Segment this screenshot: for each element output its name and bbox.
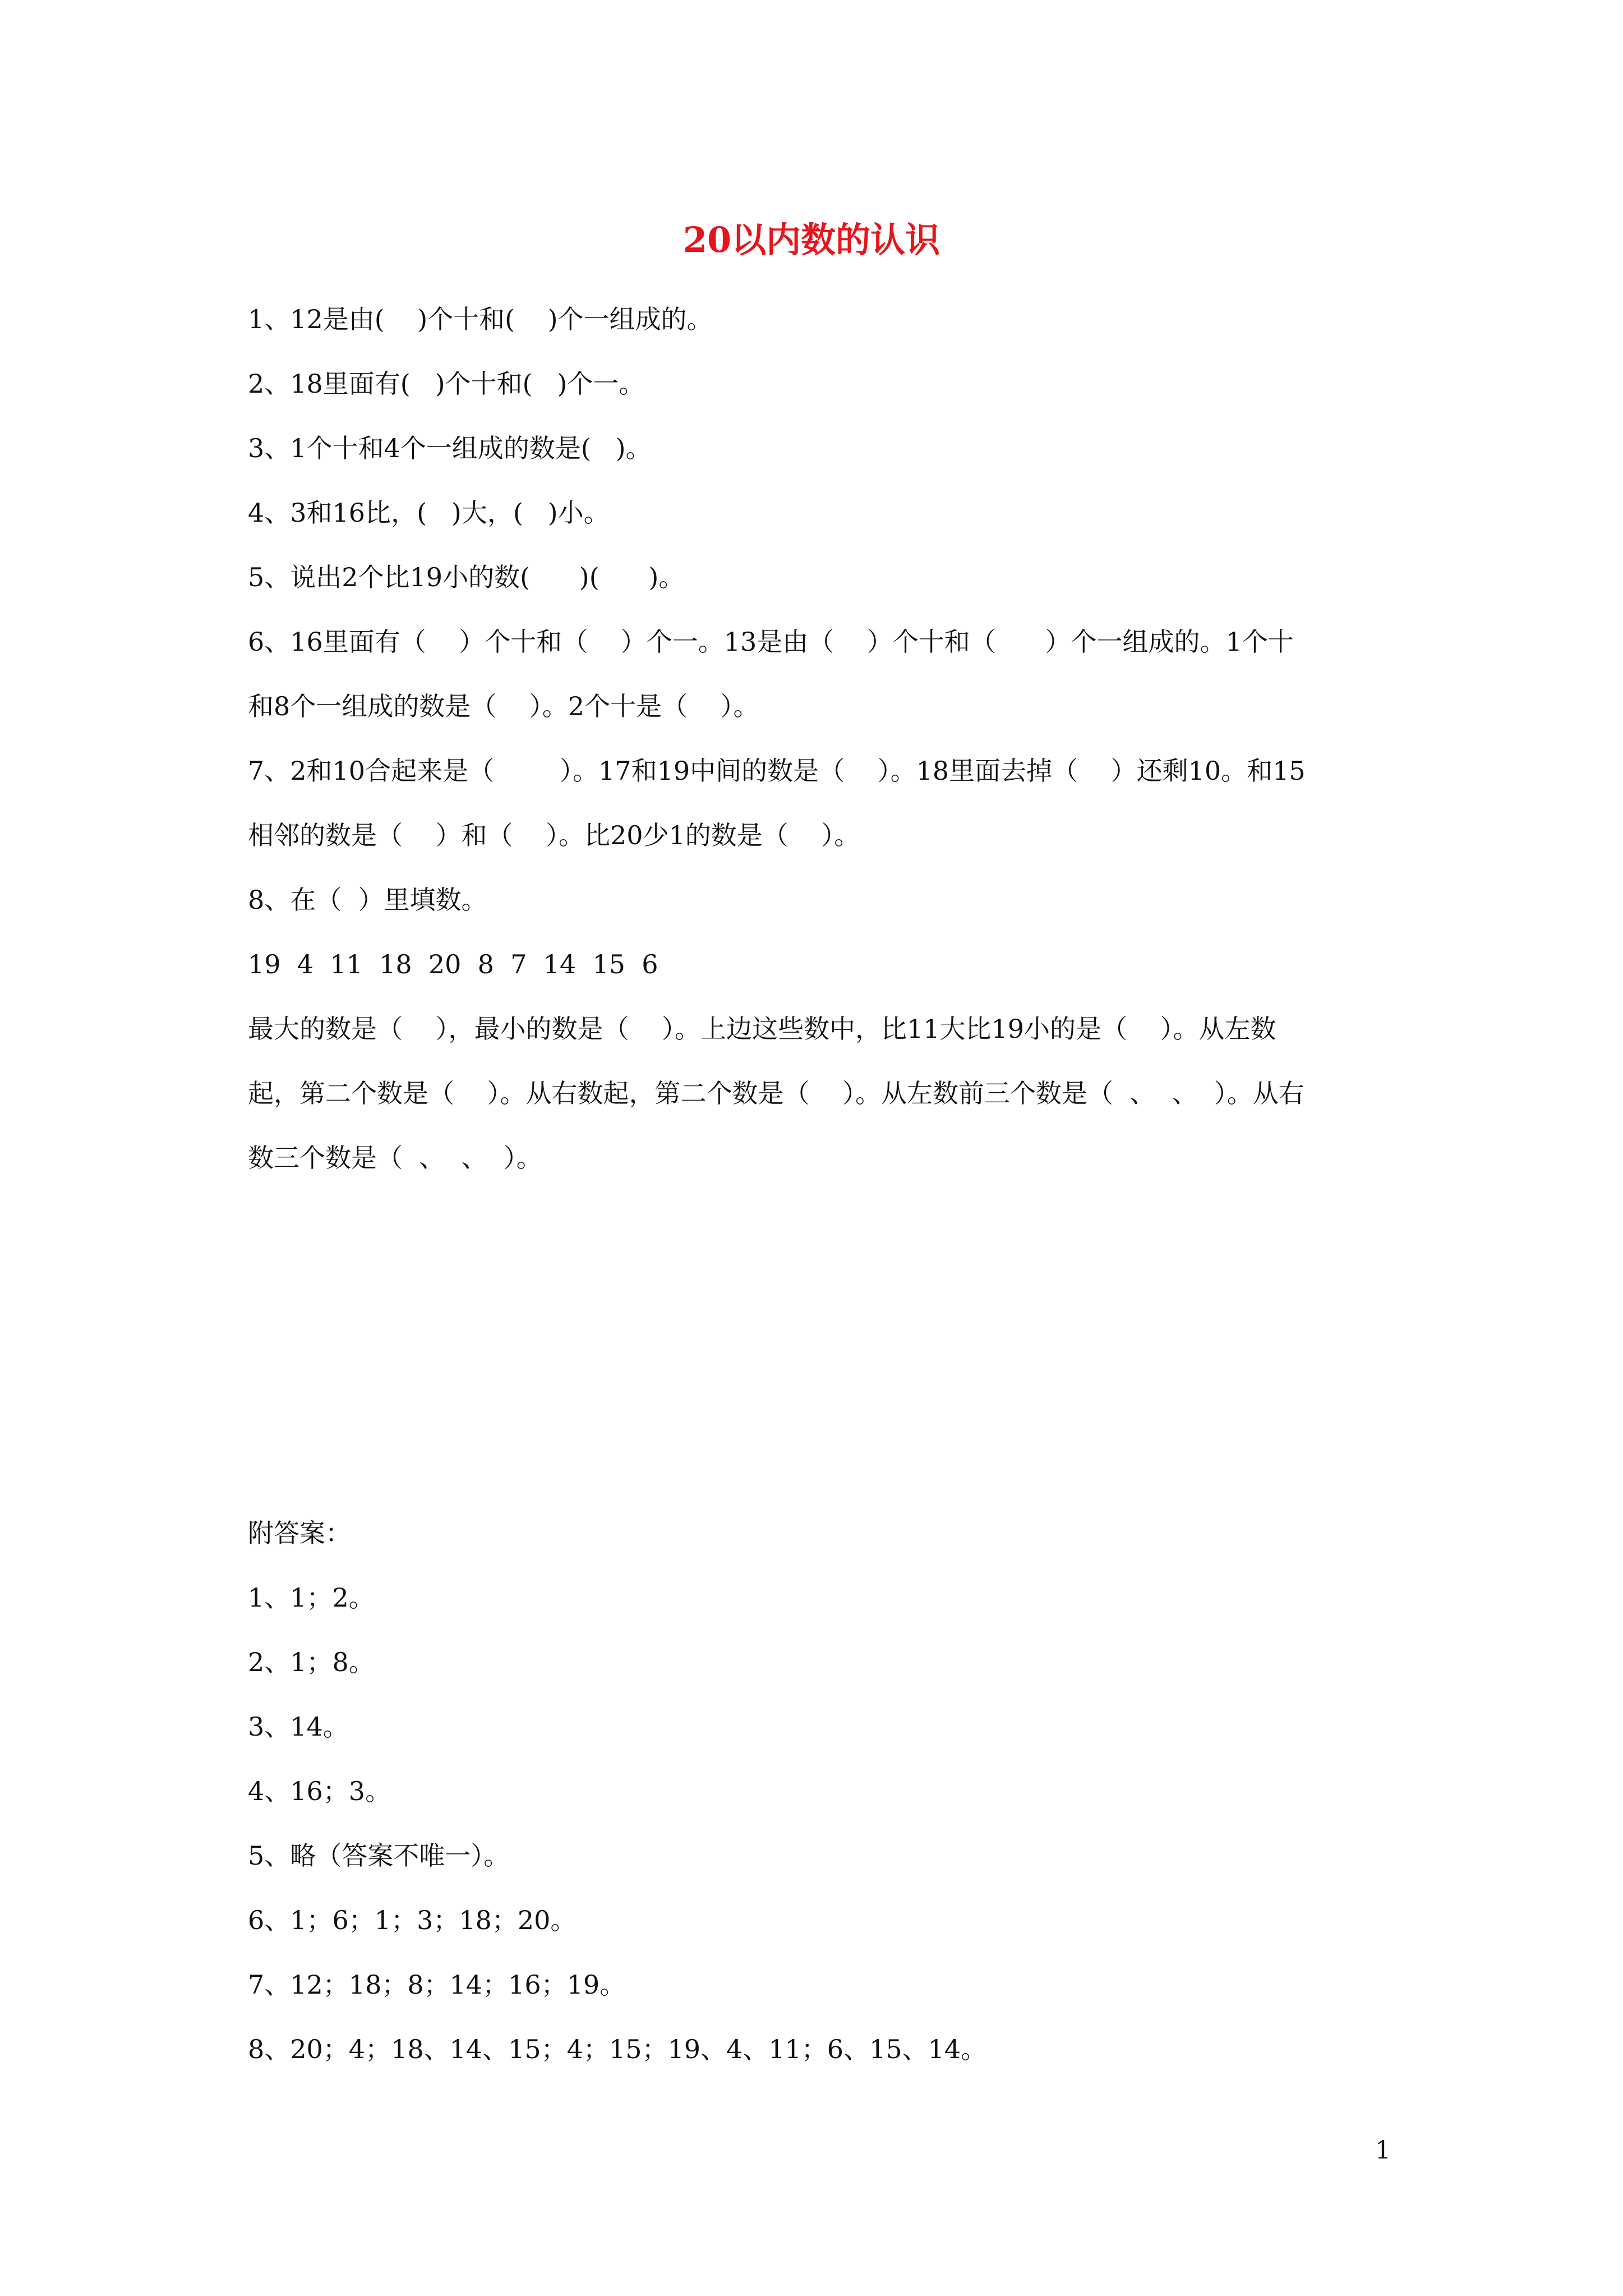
answer-line: 5、略（答案不唯一）。	[248, 1841, 510, 1871]
question-line: 7、2和10合起来是（ ）。17和19中间的数是（ ）。18里面去掉（ ）还剩10。和15	[248, 756, 1306, 786]
answer-line: 7、12；18；8；14；16；19。	[248, 1970, 626, 2000]
number-sequence: 19 4 11 18 20 8 7 14 15 6	[248, 949, 658, 979]
questions-section	[248, 287, 1390, 1190]
answers-heading: 附答案：	[248, 1518, 351, 1548]
question-line: 4、3和16比，( )大，( )小。	[248, 498, 610, 528]
answer-line: 6、1；6；1；3；18；20。	[248, 1905, 577, 1935]
answer-line: 4、16；3。	[248, 1776, 391, 1806]
page-title: 20以内数的认识	[683, 219, 940, 260]
page-number: 1	[1375, 2136, 1391, 2165]
answer-line: 2、1；8。	[248, 1647, 375, 1677]
question-line: 和8个一组成的数是（ ）。2个十是（ ）。	[248, 691, 759, 721]
question-line: 3、1个十和4个一组成的数是( )。	[248, 433, 652, 463]
question-line: 起，第二个数是（ ）。从右数起，第二个数是（ ）。从左数前三个数是（ 、 、 ）。从右	[248, 1078, 1304, 1108]
question-line: 最大的数是（ ），最小的数是（ ）。上边这些数中，比11大比19小的是（ ）。从左数	[248, 1014, 1276, 1044]
question-line: 2、18里面有( )个十和( )个一。	[248, 369, 645, 399]
question-line: 8、在（ ）里填数。	[248, 885, 487, 915]
answer-line: 1、1；2。	[248, 1582, 375, 1613]
answer-line: 3、14。	[248, 1711, 349, 1742]
question-line: 6、16里面有（ ）个十和（ ）个一。13是由（ ）个十和（ ）个一组成的。1个十	[248, 627, 1294, 657]
question-line: 数三个数是（ 、 、 ）。	[248, 1143, 542, 1173]
answers-section	[248, 1501, 1390, 2082]
question-line: 相邻的数是（ ）和（ ）。比20少1的数是（ ）。	[248, 820, 860, 850]
answer-line: 8、20；4；18、14、15；4；15；19、4、11；6、15、14。	[248, 2034, 987, 2064]
question-line: 1、12是由( )个十和( )个一组成的。	[248, 304, 713, 334]
question-line: 5、说出2个比19小的数( )( )。	[248, 562, 685, 592]
